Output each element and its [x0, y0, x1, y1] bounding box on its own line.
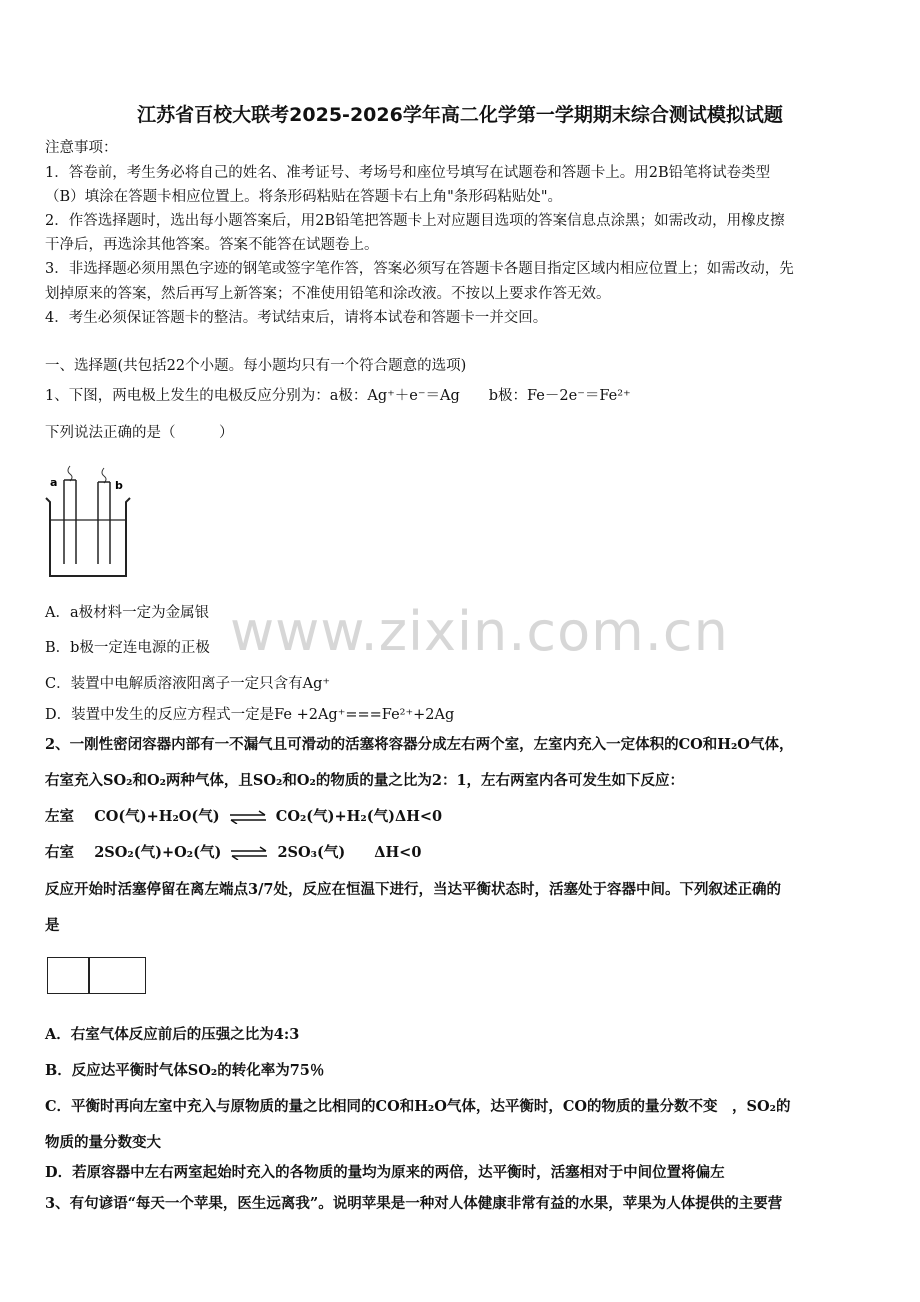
q3-stem: 3、有句谚语“每天一个苹果，医生远离我”。说明苹果是一种对人体健康非常有益的水果，苹果为人体提供的主要营 — [45, 1195, 783, 1212]
piston-container-figure — [47, 957, 146, 994]
equilibrium-arrow-icon — [229, 810, 267, 824]
q2-stem-1: 2、一刚性密闭容器内部有一不漏气且可滑动的活塞将容器分成左右两个室，左室内充入一定体积的CO和H₂O气体， — [45, 736, 794, 753]
electrode-b-label: b — [115, 479, 123, 492]
q2-option-b: B．反应达平衡时气体SO₂的转化率为75％ — [45, 1062, 325, 1079]
watermark: www.zixin.com.cn — [230, 600, 729, 663]
equilibrium-arrow-icon — [230, 846, 268, 860]
left-reactants: CO(气)+H₂O(气) — [94, 808, 220, 825]
q1-ask: 下列说法正确的是（ ） — [45, 425, 234, 441]
q1-stem: 1、下图，两电极上发生的电极反应分别为：a极：Ag⁺＋e⁻＝Ag b极：Fe－2e⁻＝Fe²⁺ — [45, 388, 631, 404]
q2-left-reaction — [45, 807, 442, 827]
q1-option-a: A．a极材料一定为金属银 — [45, 605, 210, 621]
page-title: 江苏省百校大联考2025-2026学年高二化学第一学期期末综合测试模拟试题 — [137, 104, 783, 126]
electrode-a-label: a — [50, 476, 58, 489]
q2-option-d: D．若原容器中左右两室起始时充入的各物质的量均为原来的两倍，达平衡时，活塞相对于中间位置将偏左 — [45, 1164, 725, 1181]
right-reactants: 2SO₂(气)+O₂(气) — [94, 844, 222, 861]
q1-option-d: D．装置中发生的反应方程式一定是Fe +2Ag⁺===Fe²⁺+2Ag — [45, 707, 455, 723]
piston — [88, 958, 90, 993]
notice-line-2: （B）填涂在答题卡相应位置上。将条形码粘贴在答题卡右上角"条形码粘贴处"。 — [45, 189, 562, 205]
q2-stem-2: 右室充入SO₂和O₂两种气体，且SO₂和O₂的物质的量之比为2：1，左右两室内各可发生如下反应： — [45, 772, 685, 789]
q1-option-c: C．装置中电解质溶液阳离子一定只含有Ag⁺ — [45, 676, 330, 692]
q2-stem-3: 反应开始时活塞停留在离左端点3/7处，反应在恒温下进行，当达平衡状态时，活塞处于容器中间。下列叙述正确的 — [45, 881, 781, 898]
q2-option-c-line-1: C．平衡时再向左室中充入与原物质的量之比相同的CO和H₂O气体，达平衡时，CO的物质的量分数不变 ，SO₂的 — [45, 1098, 791, 1115]
notice-line-5: 3．非选择题必须用黑色字迹的钢笔或签字笔作答，答案必须写在答题卡各题目指定区域内相应位置上；如需改动，先 — [45, 261, 794, 277]
notice-heading: 注意事项： — [45, 140, 118, 156]
notice-line-1: 1．答卷前，考生务必将自己的姓名、准考证号、考场号和座位号填写在试题卷和答题卡上。用2B铅笔将试卷类型 — [45, 165, 771, 181]
right-room-label: 右室 — [45, 844, 74, 861]
q2-option-c-line-2: 物质的量分数变大 — [45, 1134, 161, 1151]
q2-option-a: A．右室气体反应前后的压强之比为4:3 — [45, 1026, 300, 1043]
q2-right-reaction — [45, 843, 421, 863]
notice-line-4: 干净后，再选涂其他答案。答案不能答在试题卷上。 — [45, 237, 379, 253]
q2-stem-4: 是 — [45, 917, 60, 934]
notice-line-3: 2．作答选择题时，选出每小题答案后，用2B铅笔把答题卡上对应题目选项的答案信息点涂黑；如需改动，用橡皮擦 — [45, 213, 785, 229]
electrolysis-figure — [42, 458, 142, 583]
left-room-label: 左室 — [45, 808, 74, 825]
notice-line-6: 划掉原来的答案，然后再写上新答案；不准使用铅笔和涂改液。不按以上要求作答无效。 — [45, 286, 611, 302]
right-products: 2SO₃(气) ΔH<0 — [277, 844, 422, 861]
section-heading: 一、选择题(共包括22个小题。每小题均只有一个符合题意的选项) — [45, 358, 467, 374]
left-products: CO₂(气)+H₂(气)ΔH<0 — [275, 808, 443, 825]
q1-option-b: B．b极一定连电源的正极 — [45, 640, 210, 656]
notice-line-7: 4．考生必须保证答题卡的整洁。考试结束后，请将本试卷和答题卡一并交回。 — [45, 310, 548, 326]
